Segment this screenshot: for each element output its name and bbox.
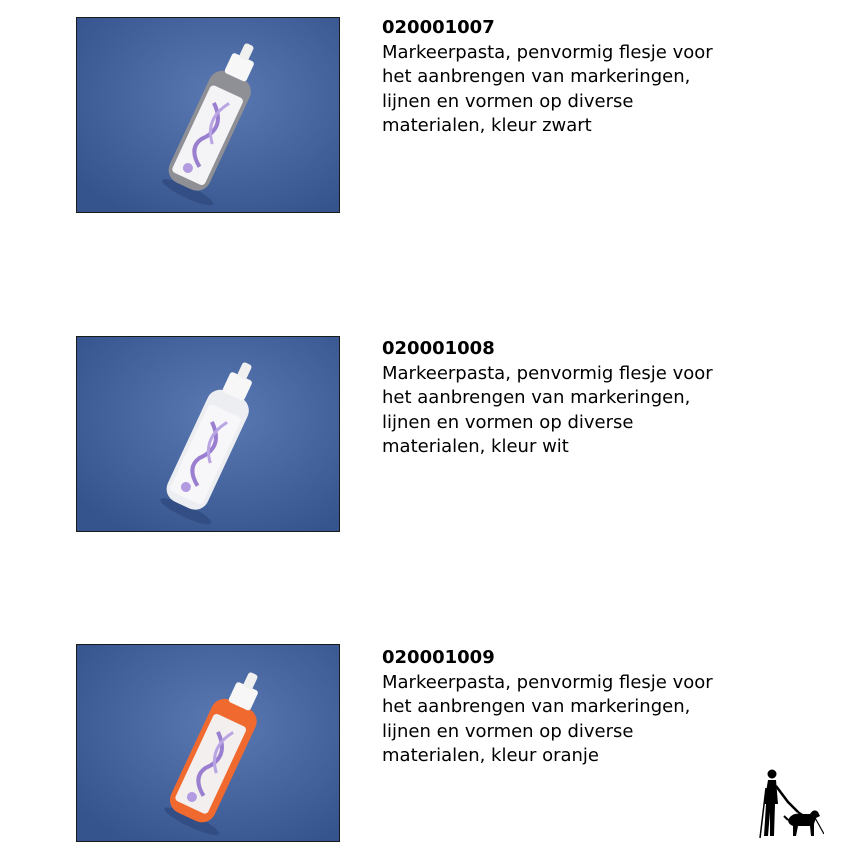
product-description-line: lijnen en vormen op diverse [382,720,634,742]
product-description-line: het aanbrengen van markeringen, [382,387,691,408]
product-info-1 [382,16,802,139]
product-info-3 [382,646,802,769]
product-description-line: materialen, kleur zwart [382,115,592,136]
bottle-image-1 [77,18,340,213]
product-code: 020001008 [382,338,495,359]
product-code: 020001009 [382,647,495,668]
product-info-2 [382,337,802,460]
product-description-line: lijnen en vormen op diverse [382,411,634,433]
product-description-line: het aanbrengen van markeringen, [382,696,691,717]
product-photo-1 [76,17,340,213]
bottle-image-2 [77,337,340,532]
product-photo-2 [76,336,340,532]
guide-dog-icon [758,768,824,838]
product-description-line: lijnen en vormen op diverse [382,90,634,112]
bottle-image-3 [77,645,340,842]
product-description-line: Markeerpasta, penvormig flesje voor [382,362,713,384]
product-description-line: materialen, kleur wit [382,436,569,457]
product-description-line: het aanbrengen van markeringen, [382,66,691,87]
product-code: 020001007 [382,17,495,38]
product-description-line: Markeerpasta, penvormig flesje voor [382,41,713,63]
product-photo-3 [76,644,340,842]
product-description-line: materialen, kleur oranje [382,745,600,766]
product-description-line: Markeerpasta, penvormig flesje voor [382,671,713,693]
